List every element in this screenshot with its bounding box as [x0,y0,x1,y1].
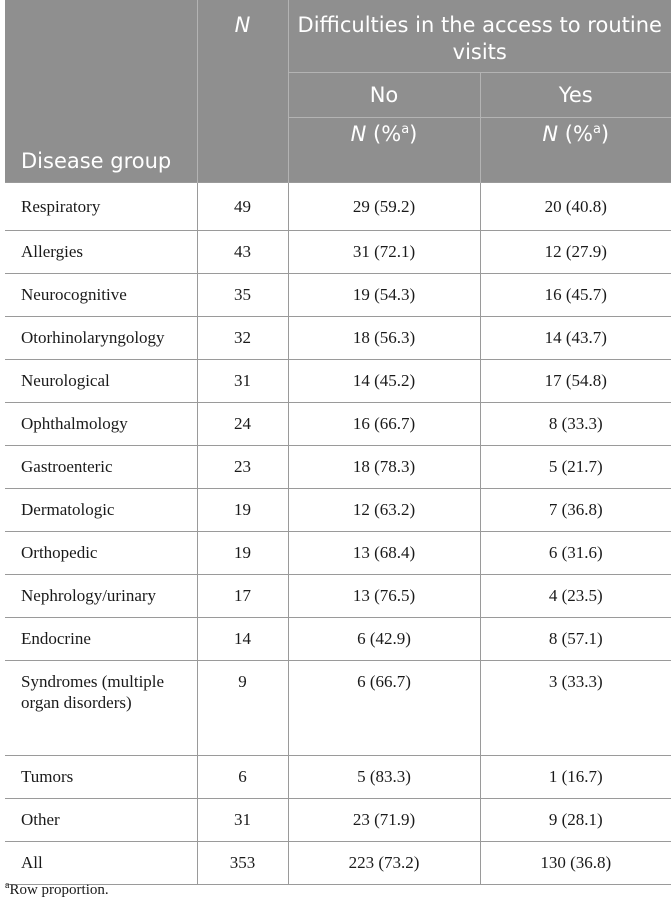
cell-yes: 4 (23.5) [480,575,671,618]
cell-no: 12 (63.2) [288,489,480,532]
cell-yes: 7 (36.8) [480,489,671,532]
cell-yes: 8 (57.1) [480,618,671,661]
table-container [5,0,671,885]
cell-disease-group: Dermatologic [5,489,197,532]
npct-n: N [542,122,559,146]
table-row [5,756,671,799]
table-row [5,274,671,317]
cell-disease-group: Gastroenteric [5,446,197,489]
cell-yes: 17 (54.8) [480,360,671,403]
npct-open: (% [373,122,402,146]
table-header [5,0,671,183]
cell-no: 14 (45.2) [288,360,480,403]
table-row [5,661,671,756]
table-row [5,446,671,489]
header-no: No [288,73,480,118]
header-disease-group-label: Disease group [21,149,172,173]
cell-yes: 1 (16.7) [480,756,671,799]
cell-n: 31 [197,360,288,403]
header-difficulties-label: Difficulties in the access to routine visits [297,13,662,64]
cell-yes: 20 (40.8) [480,183,671,231]
cell-no: 31 (72.1) [288,231,480,274]
footnote-marker: a [5,880,10,891]
cell-n: 19 [197,532,288,575]
cell-no: 16 (66.7) [288,403,480,446]
cell-disease-group: Endocrine [5,618,197,661]
header-n [197,0,288,183]
table-body [5,183,671,885]
table-row [5,489,671,532]
table-row [5,317,671,360]
cell-disease-group: Otorhinolaryngology [5,317,197,360]
cell-yes: 6 (31.6) [480,532,671,575]
cell-n: 23 [197,446,288,489]
cell-disease-group: Neurological [5,360,197,403]
header-n-label: N [234,13,251,37]
header-yes-npct [480,118,671,183]
cell-no: 13 (68.4) [288,532,480,575]
table-row [5,532,671,575]
cell-no: 13 (76.5) [288,575,480,618]
cell-no: 29 (59.2) [288,183,480,231]
cell-yes: 16 (45.7) [480,274,671,317]
cell-n: 17 [197,575,288,618]
npct-sup: a [401,122,410,137]
table-row [5,575,671,618]
cell-disease-group: Ophthalmology [5,403,197,446]
cell-n: 6 [197,756,288,799]
table-row [5,403,671,446]
cell-yes: 14 (43.7) [480,317,671,360]
cell-no: 19 (54.3) [288,274,480,317]
cell-yes: 12 (27.9) [480,231,671,274]
cell-yes: 130 (36.8) [480,842,671,885]
cell-n: 49 [197,183,288,231]
table-row [5,231,671,274]
cell-no: 6 (66.7) [288,661,480,756]
header-yes: Yes [480,73,671,118]
header-disease-group [5,0,197,183]
header-no-npct [288,118,480,183]
cell-no: 223 (73.2) [288,842,480,885]
cell-n: 14 [197,618,288,661]
cell-n: 19 [197,489,288,532]
npct-open: (% [564,122,593,146]
cell-yes: 8 (33.3) [480,403,671,446]
cell-n: 35 [197,274,288,317]
npct-close: ) [409,122,418,146]
npct-close: ) [600,122,610,146]
cell-disease-group: Orthopedic [5,532,197,575]
cell-n: 24 [197,403,288,446]
cell-yes: 5 (21.7) [480,446,671,489]
cell-yes: 9 (28.1) [480,799,671,842]
table-row [5,360,671,403]
disease-group-table [5,0,671,885]
cell-disease-group: Nephrology/urinary [5,575,197,618]
cell-no: 6 (42.9) [288,618,480,661]
table-row [5,618,671,661]
footnote-text: Row proportion. [9,882,109,898]
cell-n: 9 [197,661,288,756]
cell-disease-group: Syndromes (multiple organ disorders) [5,661,197,756]
header-difficulties [288,0,671,73]
cell-disease-group: Other [5,799,197,842]
cell-no: 23 (71.9) [288,799,480,842]
cell-disease-group: Allergies [5,231,197,274]
cell-disease-group: Neurocognitive [5,274,197,317]
cell-disease-group: Respiratory [5,183,197,231]
table-row [5,799,671,842]
cell-yes: 3 (33.3) [480,661,671,756]
cell-n: 43 [197,231,288,274]
table-row [5,842,671,885]
cell-disease-group: All [5,842,197,885]
cell-no: 18 (78.3) [288,446,480,489]
npct-n: N [350,122,367,146]
cell-disease-group: Tumors [5,756,197,799]
npct-sup: a [592,122,601,137]
cell-n: 353 [197,842,288,885]
table-row [5,183,671,231]
cell-n: 32 [197,317,288,360]
footnote [5,880,109,899]
cell-no: 5 (83.3) [288,756,480,799]
cell-n: 31 [197,799,288,842]
cell-no: 18 (56.3) [288,317,480,360]
